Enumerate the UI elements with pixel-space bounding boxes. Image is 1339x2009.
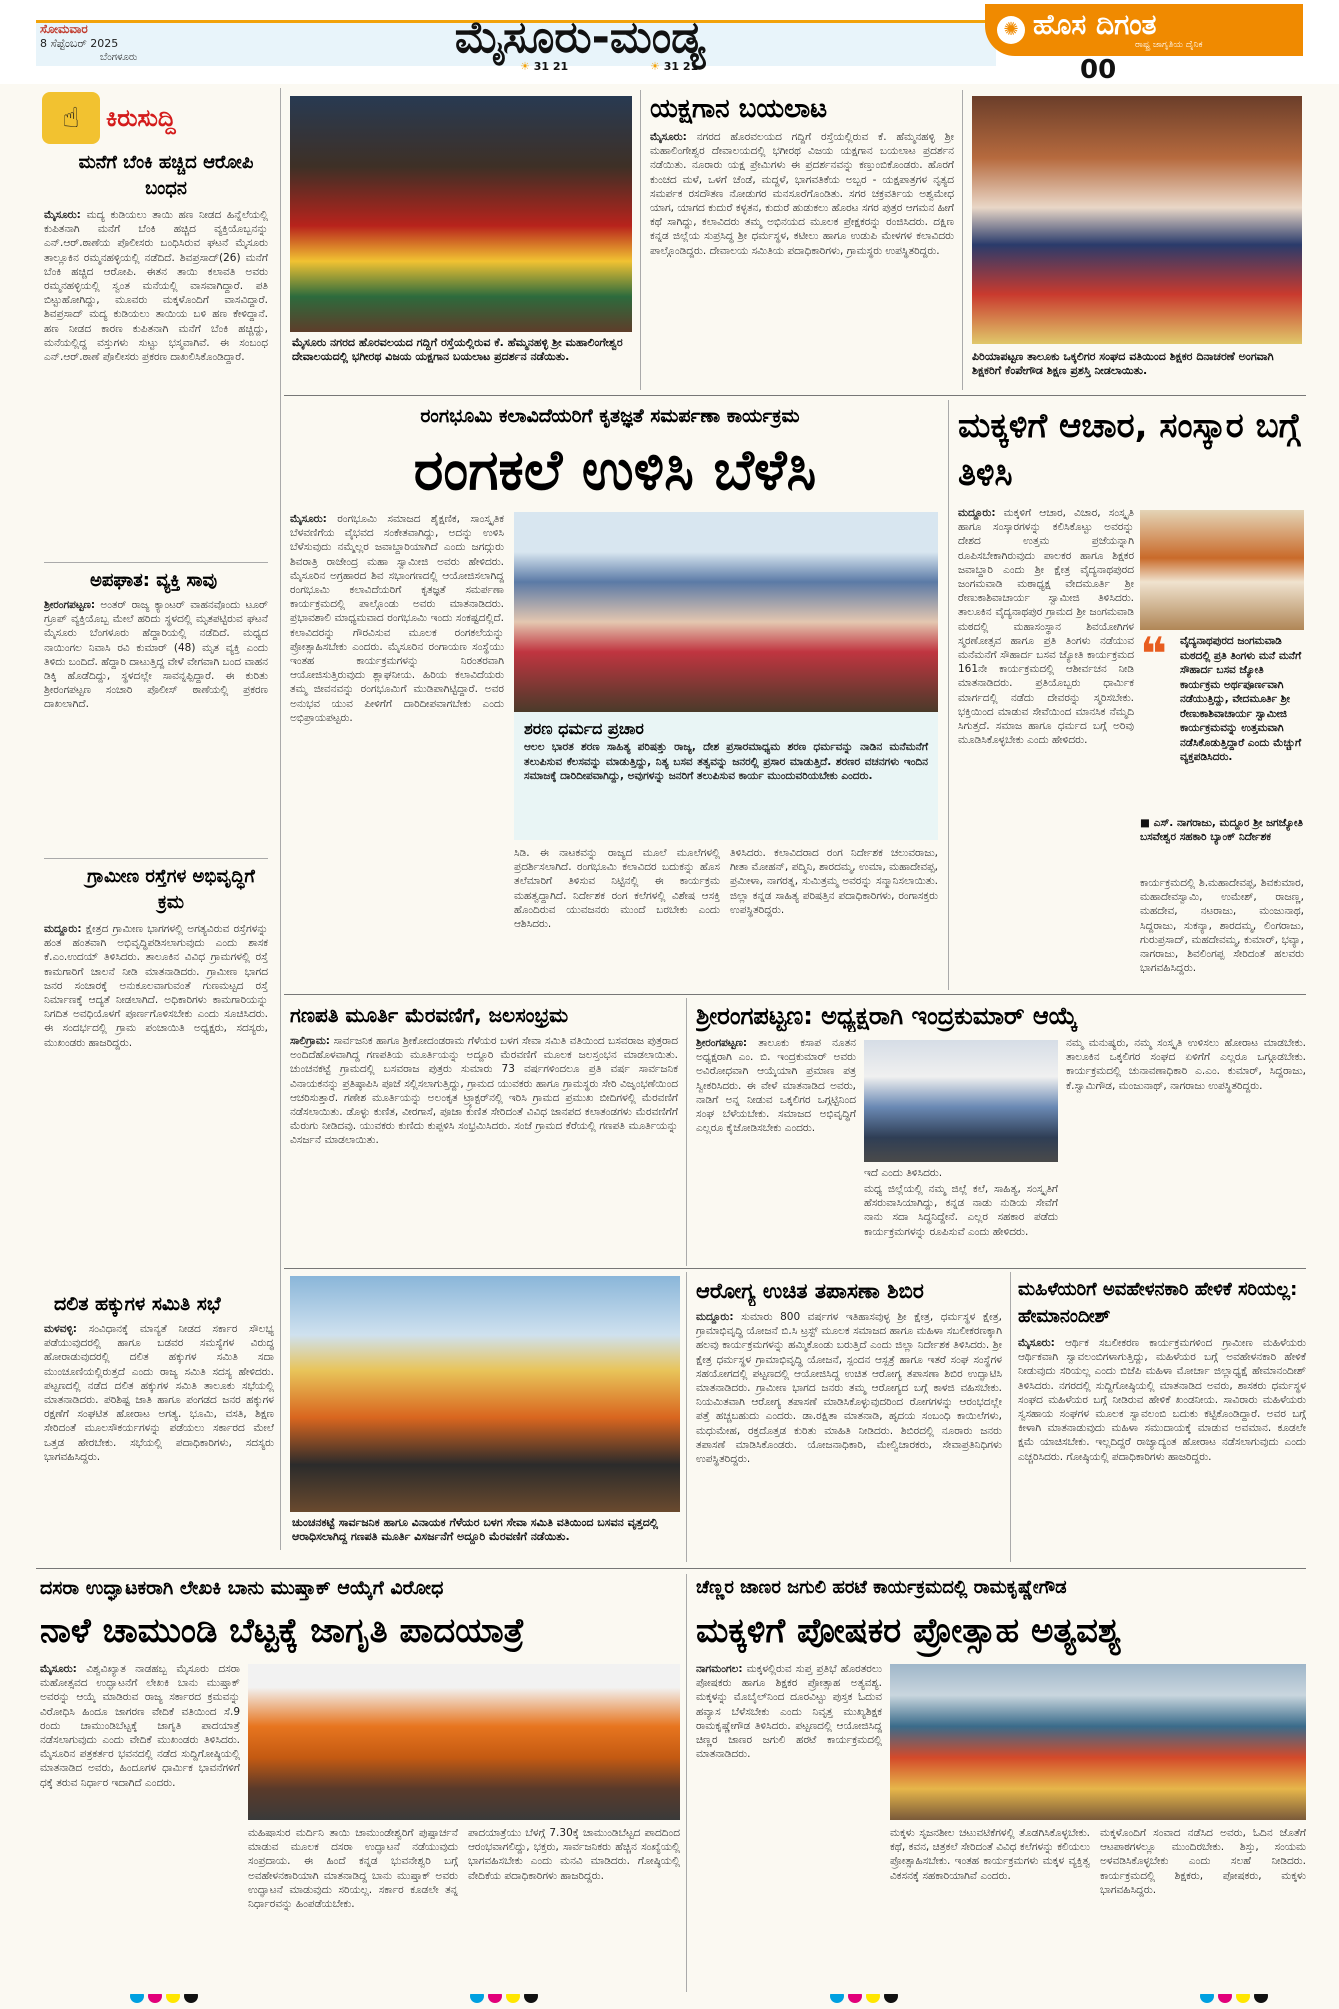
- column-rule: [962, 90, 963, 390]
- poshaka-kicker: ಚೆಣ್ಣರ ಜಾಣರ ಜಗುಲಿ ಹರಟೆ ಕಾರ್ಯಕ್ರಮದಲ್ಲಿ ರಾಮಕೃಷ್ಣೇಗೌಡ: [696, 1577, 1067, 1598]
- makkalige-quote-by: ■ ಎಸ್. ನಾಗರಾಜು, ಮದ್ದೂರ ಶ್ರೀ ಜಗಜ್ಯೋತಿ ಬಸವೇಶ್ವರ ಸಹಕಾರಿ ಬ್ಯಾಂಕ್ ನಿರ್ದೇಶಕ: [1140, 817, 1303, 843]
- story-text: ಅಂತರ್ ರಾಜ್ಯ ಕ್ಯಾಂಟರ್ ವಾಹನವೊಂದು ಟೂರ್ ಗ್ರೂಪ್ ವ್ಯಕ್ತಿಯೊಬ್ಬ ಮೇಲೆ ಹರಿದು ಸ್ಥಳದಲ್ಲಿ ಮೃತಪಟ್ಟಿರುವ ಘಟನೆ ಮೈಸೂರು ಬೆಂಗಳೂರು ಹೆದ್ದಾರಿಯಲ್ಲಿ ನಡೆದಿದೆ. ಮಧ್ಯದ ನಾಯಿಂಗಲ ನಿವಾಸಿ ರವಿ ಕುಮಾರ್ (48) ಮೃತ ವ್ಯಕ್ತಿ ಎಂದು ತಿಳಿದು ಬಂದಿದೆ. ಹೆದ್ದಾರಿ ದಾಟುತ್ತಿದ್ದ ವೇಳೆ ವೇಗವಾಗಿ ಬಂದ ವಾಹನ ಡಿಕ್ಕಿ ಹೊಡೆದಿದ್ದು, ಸ್ಥಳದಲ್ಲೇ ಸಾವನ್ನಪ್ಪಿದ್ದಾರೆ. ಈ ಕುರಿತು ಶ್ರೀರಂಗಪಟ್ಟಣ ಸಂಚಾರಿ ಪೊಲೀಸ್ ಠಾಣೆಯಲ್ಲಿ ಪ್ರಕರಣ ದಾಖಲಾಗಿದೆ.: [44, 599, 268, 711]
- rangakale-kicker: ರಂಗಭೂಮಿ ಕಲಾವಿದೆಯರಿಗೆ ಕೃತಜ್ಞತೆ ಸಮರ್ಪಣಾ ಕಾರ್ಯಕ್ರಮ: [420, 405, 800, 427]
- rangakale-body-bottom-1: ಸಿಡಿ. ಈ ನಾಟಕವನ್ನು ರಾಜ್ಯದ ಮೂಲೆ ಮೂಲೆಗಳಲ್ಲಿ ಪ್ರದರ್ಶಿಸಲಾಗಿದೆ. ರಂಗಭೂಮಿ ಕಲಾವಿದರ ಬದುಕನ್ನು ಹೊಸ ತಲೆಮಾರಿಗೆ ತಿಳಿಸುವ ನಿಟ್ಟಿನಲ್ಲಿ ಈ ಕಾರ್ಯಕ್ರಮ ಮಹತ್ವದ್ದಾಗಿದೆ. ನಿರ್ದೇಶಕ ರಂಗ ಕಲೆಗಳಲ್ಲಿ ವಿಶೇಷ ಆಸಕ್ತಿ ಹೊಂದಿರುವ ಯುವಜನರು ಮುಂದೆ ಬರಬೇಕು ಎಂದು ಆಶಿಸಿದರು.: [514, 847, 720, 931]
- makkalige-headline: ಮಕ್ಕಳಿಗೆ ಆಚಾರ, ಸಂಸ್ಕಾರ ಬಗ್ಗೆ ತಿಳಿಸಿ: [958, 406, 1301, 494]
- ganapati-headline: ಗಣಪತಿ ಮೂರ್ತಿ ಮೆರವಣಿಗೆ, ಜಲಸಂಭ್ರಮ: [290, 1003, 569, 1027]
- ganapati-body: [290, 1034, 678, 1262]
- ganapati-dateline: ಸಾಲಿಗ್ರಾಮ:: [290, 1035, 331, 1047]
- mahileyarige-text: ಆರ್ಥಿಕ ಸಬಲೀಕರಣ ಕಾರ್ಯಕ್ರಮಗಳಿಂದ ಗ್ರಾಮೀಣ ಮಹಿಳೆಯರು ಆರ್ಥಿಕವಾಗಿ ಸ್ವಾವಲಂಬಿಗಳಾಗುತ್ತಿದ್ದು, ಮಹಿಳೆಯರ ಬಗ್ಗೆ ಅವಹೇಳನಕಾರಿ ಹೇಳಿಕೆ ನೀಡುವುದು ಸರಿಯಲ್ಲ ಎಂದು ಬಿಜೆಪಿ ಮಹಿಳಾ ಮೋರ್ಚಾ ಜಿಲ್ಲಾಧ್ಯಕ್ಷೆ ಹೇಮಾನಂದೀಶ್ ತಿಳಿಸಿದರು. ನಗರದಲ್ಲಿ ಸುದ್ದಿಗೋಷ್ಠಿಯಲ್ಲಿ ಮಾತನಾಡಿದ ಅವರು, ಶಾಸಕರು ಧರ್ಮಸ್ಥಳ ಸಂಘದ ಮಹಿಳೆಯರ ಬಗ್ಗೆ ನೀಡಿರುವ ಹೇಳಿಕೆ ಖಂಡನೀಯ. ಸಾವಿರಾರು ಮಹಿಳೆಯರು ಸ್ವಸಹಾಯ ಸಂಘಗಳ ಮೂಲಕ ಸ್ವಾವಲಂಬಿ ಬದುಕು ಕಟ್ಟಿಕೊಂಡಿದ್ದಾರೆ. ಅವರ ಬಗ್ಗೆ ಕೀಳಾಗಿ ಮಾತನಾಡುವುದು ಮಹಿಳಾ ಸಮುದಾಯಕ್ಕೆ ಮಾಡುವ ಅವಮಾನ. ಕೂಡಲೇ ಕ್ಷಮೆ ಯಾಚಿಸಬೇಕು. ಇಲ್ಲದಿದ್ದರೆ ರಾಜ್ಯಾದ್ಯಂತ ಹೋರಾಟ ನಡೆಸಲಾಗುವುದು ಎಂದು ಎಚ್ಚರಿಸಿದರು. ಗೋಷ್ಠಿಯಲ್ಲಿ ಪದಾಧಿಕಾರಿಗಳು ಹಾಜರಿದ್ದರು.: [1018, 1337, 1306, 1463]
- makkalige-body: [958, 506, 1134, 990]
- masthead-date-block: [40, 22, 210, 78]
- poshaka-dateline: ನಾಗಮಂಗಲ:: [696, 1663, 743, 1675]
- ganapati-text: ಸಾರ್ವಜನಿಕ ಹಾಗೂ ಶ್ರೀಕೋದಂಡರಾಮ ಗೆಳೆಯರ ಬಳಗ ಸೇವಾ ಸಮಿತಿ ವತಿಯಿಂದ ಬಸವರಾಜ ಪುತ್ರರಾದ ಅಂದಿದೆಹೊಳವಾಗಿದ್ದ ಗಣಪತಿಯ ಮೂರ್ತಿಯನ್ನು ಅದ್ದೂರಿ ಮೆರವಣಿಗೆ ಮೂಲಕ ಜಲಸ್ತಂಭನ ಮಾಡಲಾಯಿತು. ಚುಂಚನಕಟ್ಟೆ ಗ್ರಾಮದಲ್ಲಿ ಬಸವರಾಜ ಪುತ್ರರು ಸುಮಾರು 73 ವರ್ಷಗಳಿಂದಲೂ ಪ್ರತಿ ವರ್ಷ ಸಾರ್ವಜನಿಕ ವಿನಾಯಕನನ್ನು ಪ್ರತಿಷ್ಠಾಪಿಸಿ ಪೂಜೆ ಸಲ್ಲಿಸಲಾಗುತ್ತಿದ್ದು, ಗ್ರಾಮದ ಯುವಕರು ಹಾಗೂ ಗ್ರಾಮಸ್ಥರು ಸೇರಿ ವಿಜೃಂಭಣೆಯಿಂದ ಆಚರಿಸುತ್ತಾರೆ. ಗಣೇಶ ಮೂರ್ತಿಯನ್ನು ಅಲಂಕೃತ ಟ್ರ್ಯಾಕ್ಟರ್‌ನಲ್ಲಿ ಇರಿಸಿ ಗ್ರಾಮದ ಪ್ರಮುಖ ಬೀದಿಗಳಲ್ಲಿ ಮೆರವಣಿಗೆ ನಡೆಸಲಾಯಿತು. ಡೊಳ್ಳು ಕುಣಿತ, ವೀರಗಾಸೆ, ಪೂಜಾ ಕುಣಿತ ಸೇರಿದಂತೆ ವಿವಿಧ ಜಾನಪದ ಕಲಾತಂಡಗಳು ಮೆರವಣಿಗೆಗೆ ಮೆರುಗು ನೀಡಿದವು. ಯುವಕರು ಕುಣಿದು ಕುಪ್ಪಳಿಸಿ ಸಂಭ್ರಮಿಸಿದರು. ಸಂಜೆ ಗ್ರಾಮದ ಕೆರೆಯಲ್ಲಿ ಗಣಪತಿ ಮೂರ್ತಿಯನ್ನು ವಿಸರ್ಜನೆ ಮಾಡಲಾಯಿತು.: [290, 1035, 678, 1147]
- sun-icon: ☀: [650, 60, 660, 73]
- yakshagana-body: [650, 130, 954, 390]
- page-number: 00: [1080, 56, 1117, 84]
- story-headline: ಗ್ರಾಮೀಣ ರಸ್ತೆಗಳ ಅಭಿವೃದ್ಧಿಗೆ ಕ್ರಮ: [87, 866, 255, 913]
- yakshagana-photo: [290, 96, 632, 332]
- registration-mark: [1236, 1994, 1250, 2003]
- story-text: ಮದ್ಯ ಕುಡಿಯಲು ತಾಯಿ ಹಣ ನೀಡದ ಹಿನ್ನೆಲೆಯಲ್ಲಿ ಕುಪಿತನಾಗಿ ಮನೆಗೆ ಬೆಂಕಿ ಹಚ್ಚಿದ ವ್ಯಕ್ತಿಯೊಬ್ಬನನ್ನು ಎನ್.ಆರ್.ಠಾಣೆಯ ಪೊಲೀಸರು ಬಂಧಿಸಿರುವ ಘಟನೆ ಮೈಸೂರು ತಾಲ್ಲೂಕಿನ ರಮ್ಮನಹಳ್ಳಿಯಲ್ಲಿ ನಡೆದಿದೆ. ಶಿವಪ್ರಸಾದ್(26) ಮನೆಗೆ ಬೆಂಕಿ ಹಚ್ಚಿದ ಆರೋಪಿ. ಈತನ ತಾಯಿ ಕಲಾವತಿ ಅವರು ರಮ್ಮನಹಳ್ಳಿಯಲ್ಲಿ ಸ್ವಂತ ಮನೆಯಲ್ಲಿ ವಾಸವಾಗಿದ್ದಾರೆ. ಪತಿ ಬಿಟ್ಟುಹೋಗಿದ್ದು, ಮೂವರು ಮಕ್ಕಳೊಂದಿಗೆ ವಾಸವಿದ್ದಾರೆ. ಶಿವಪ್ರಸಾದ್ ಮದ್ಯ ಕುಡಿಯಲು ತಾಯಿಯ ಬಳಿ ಹಣ ಕೇಳಿದ್ದಾನೆ. ಹಣ ನೀಡದ ಕಾರಣ ಕುಪಿತನಾಗಿ ಮನೆಗೆ ಬೆಂಕಿ ಹಚ್ಚಿದ್ದು, ಮನೆಯಲ್ಲಿದ್ದ ವಸ್ತುಗಳು ಸುಟ್ಟು ಭಸ್ಮವಾಗಿವೆ. ಈ ಸಂಬಂಧ ಎನ್.ಆರ್.ಠಾಣೆ ಪೊಲೀಸರು ಪ್ರಕರಣ ದಾಖಲಿಸಿಕೊಂಡಿದ್ದಾರೆ.: [44, 209, 268, 364]
- chamundi-body-2: ಮಹಿಷಾಸುರ ಮರ್ದಿನಿ ತಾಯಿ ಚಾಮುಂಡೇಶ್ವರಿಗೆ ಪುಷ್ಪಾರ್ಚನೆ ಮಾಡುವ ಮೂಲಕ ದಸರಾ ಉದ್ಘಾಟನೆ ನಡೆಯುವುದು ಸಂಪ್ರದಾಯ. ಈ ಹಿಂದೆ ಕನ್ನಡ ಭುವನೇಶ್ವರಿ ಬಗ್ಗೆ ಅವಹೇಳನಕಾರಿಯಾಗಿ ಮಾತನಾಡಿದ್ದ ಬಾನು ಮುಷ್ತಾಕ್ ಅವರು ಉದ್ಘಾಟನೆ ಮಾಡುವುದು ಸರಿಯಲ್ಲ. ಸರ್ಕಾರ ಕೂಡಲೇ ತನ್ನ ನಿರ್ಧಾರವನ್ನು ಹಿಂಪಡೆಯಬೇಕು.: [248, 1827, 458, 1911]
- poshaka-photo: [890, 1664, 1306, 1820]
- mahileyarige-dateline: ಮೈಸೂರು:: [1018, 1337, 1055, 1349]
- dalita-dateline: ಮಳವಳ್ಳಿ:: [44, 1323, 78, 1335]
- story-dateline: ಮೈಸೂರು:: [44, 209, 81, 221]
- registration-mark: [848, 1994, 862, 2003]
- sharana-box-text: ಆಲಲ ಭಾರತ ಶರಣ ಸಾಹಿತ್ಯ ಪರಿಷತ್ತು ರಾಜ್ಯ, ದೇಶ ಪ್ರಸಾರಮಾಧ್ಯಮ ಶರಣ ಧರ್ಮವನ್ನು ನಾಡಿನ ಮನೆಮನೆಗೆ ತಲುಪಿಸುವ ಕೆಲಸವನ್ನು ಮಾಡುತ್ತಿದ್ದು, ನಿತ್ಯ ಬಸವ ತತ್ವವನ್ನು ಜನರಲ್ಲಿ ಪ್ರಸಾರ ಮಾಡುತ್ತಿದೆ. ಶರಣರ ವಚನಗಳು ಇಂದಿನ ಸಮಾಜಕ್ಕೆ ದಾರಿದೀಪವಾಗಿದ್ದು, ಅವುಗಳನ್ನು ಜನರಿಗೆ ತಲುಪಿಸುವ ಕಾರ್ಯ ಮುಂದುವರಿಯಬೇಕು ಎಂದರು.: [524, 741, 928, 782]
- story-dateline: ಮದ್ದೂರು:: [44, 923, 82, 935]
- teachers-photo-caption: ಪಿರಿಯಾಪಟ್ಟಣ ತಾಲೂಕು ಒಕ್ಕಲಿಗರ ಸಂಘದ ವತಿಯಿಂದ ಶಿಕ್ಷಕರ ದಿನಾಚರಣೆ ಅಂಗವಾಗಿ ಶಿಕ್ಷಕರಿಗೆ ಕೆಂಪೇಗೌಡ ಶಿಕ್ಷಣ ಪ್ರಶಸ್ತಿ ನೀಡಲಾಯಿತು.: [972, 350, 1274, 377]
- weather-max: 31: [663, 60, 680, 73]
- sun-icon: ☀: [520, 60, 530, 73]
- masthead: [0, 0, 1339, 84]
- registration-mark: [130, 1994, 144, 2003]
- hand-icon: ☝: [42, 92, 100, 144]
- story-body: [44, 922, 268, 1332]
- srirangapatna-headline: ಶ್ರೀರಂಗಪಟ್ಟಣ: ಅಧ್ಯಕ್ಷರಾಗಿ ಇಂದ್ರಕುಮಾರ್ ಆಯ್ಕೆ: [696, 1002, 1078, 1030]
- divider: [44, 562, 268, 563]
- kirusuddi-label: [42, 92, 266, 144]
- registration-mark: [524, 1994, 538, 2003]
- poshaka-body-1: [696, 1662, 882, 1992]
- arogya-headline: ಆರೋಗ್ಯ ಉಚಿತ ತಪಾಸಣಾ ಶಿಬಿರ: [696, 1279, 924, 1303]
- brand-name: ಹೊಸ ದಿಗಂತ: [1033, 8, 1157, 41]
- chamundi-kicker: ದಸರಾ ಉದ್ಘಾಟಕರಾಗಿ ಲೇಖಕಿ ಬಾನು ಮುಷ್ತಾಕ್ ಆಯ್ಕೆಗೆ ವಿರೋಧ: [40, 1577, 444, 1599]
- column-rule: [948, 400, 949, 990]
- teachers-photo: [972, 96, 1302, 344]
- registration-mark: [866, 1994, 880, 2003]
- srirangapatna-body-2: ಮಧ್ಯ ಜಿಲ್ಲೆಯಲ್ಲಿ ನಮ್ಮ ಜಿಲ್ಲೆ ಕಲೆ, ಸಾಹಿತ್ಯ, ಸಂಸ್ಕೃತಿಗೆ ಹೆಸರುವಾಸಿಯಾಗಿದ್ದು, ಕನ್ನಡ ನಾಡು ನುಡಿಯ ಸೇವೆಗೆ ನಾನು ಸದಾ ಸಿದ್ಧನಿದ್ದೇನೆ. ಎಲ್ಲರ ಸಹಕಾರ ಪಡೆದು ಕಾರ್ಯಕ್ರಮಗಳನ್ನು ರೂಪಿಸುವೆ ಎಂದು ಹೇಳಿದರು.: [864, 1183, 1058, 1238]
- registration-mark: [470, 1994, 484, 2003]
- chunchanakatte-caption: ಚುಂಚನಕಟ್ಟೆ ಸಾರ್ವಜನಿಕ ಹಾಗೂ ವಿನಾಯಕ ಗೆಳೆಯರ ಬಳಗ ಸೇವಾ ಸಮಿತಿ ವತಿಯಿಂದ ಬಸವನ ವೃತ್ತದಲ್ಲಿ ಆರಾಧಿಸಲಾಗಿದ್ದ ಗಣಪತಿ ಮೂರ್ತಿ ವಿಸರ್ಜನೆಗೆ ಅದ್ದೂರಿ ಮೆರವಣಿಗೆ ನಡೆಯಿತು.: [292, 1516, 659, 1543]
- makkalige-quote: ವೈದ್ಯನಾಥಪುರದ ಜಂಗಮವಾಡಿ ಮಠದಲ್ಲಿ ಪ್ರತಿ ತಿಂಗಳು ಮನೆ ಮನೆಗೆ ಸೌಹಾರ್ದ ಬಸವ ಜ್ಯೋತಿ ಕಾರ್ಯಕ್ರಮ ಅರ್ಥಪೂರ್ಣವಾಗಿ ನಡೆಯುತ್ತಿದ್ದು, ವೇದಮೂರ್ತಿ ಶ್ರೀ ರೇಣುಕಾಶಿವಾಚಾರ್ಯ ಸ್ವಾಮೀಜಿ ಕಾರ್ಯಕ್ರಮವನ್ನು ಉತ್ತಮವಾಗಿ ನಡೆಸಿಕೊಡುತ್ತಿದ್ದಾರೆ ಎಂದು ಮೆಚ್ಚುಗೆ ವ್ಯಕ್ತಪಡಿಸಿದರು.: [1180, 635, 1302, 763]
- weather-max: 31: [533, 60, 550, 73]
- masthead-edition: ಮೈಸೂರು-ಮಂಡ್ಯ: [454, 12, 706, 63]
- column-rule: [686, 1272, 687, 1562]
- chunchanakatte-photo: [290, 1276, 680, 1512]
- rangakale-text: ರಂಗಭೂಮಿ ಸಮಾಜದ ಶೈಕ್ಷಣಿಕ, ಸಾಂಸ್ಕೃತಿಕ ಬೆಳವಣಿಗೆಯ ವೈಭವದ ಸಂಕೇತವಾಗಿದ್ದು, ಅದನ್ನು ಉಳಿಸಿ ಬೆಳೆಸುವುದು ನಮ್ಮೆಲ್ಲರ ಜವಾಬ್ದಾರಿಯಾಗಿದೆ ಎಂದು ಜಗದ್ಗುರು ಶಿವರಾತ್ರಿ ರಾಜೇಂದ್ರ ಮಹಾ ಸ್ವಾಮೀಜಿ ಅವರು ಹೇಳಿದರು. ಮೈಸೂರಿನ ಅಗ್ರಹಾರದ ಶಿವ ಸಭಾಂಗಣದಲ್ಲಿ ಆಯೋಜಿಸಲಾಗಿದ್ದ ರಂಗಭೂಮಿ ಕಲಾವಿದೆಯರಿಗೆ ಕೃತಜ್ಞತೆ ಸಮರ್ಪಣಾ ಕಾರ್ಯಕ್ರಮದಲ್ಲಿ ಪಾಲ್ಗೊಂಡು ಅವರು ಮಾತನಾಡಿದರು. ಪ್ರಭಾವಶಾಲಿ ಮಾಧ್ಯಮವಾದ ರಂಗಭೂಮಿ ಇಂದು ಸಂಕಷ್ಟದಲ್ಲಿದೆ. ಕಲಾವಿದರನ್ನು ಗೌರವಿಸುವ ಮೂಲಕ ರಂಗಕಲೆಯನ್ನು ಪ್ರೋತ್ಸಾಹಿಸಬೇಕು ಎಂದರು. ಮೈಸೂರಿನ ರಂಗಾಯಣ ಸಂಸ್ಥೆಯು ಇಂತಹ ಕಾರ್ಯಕ್ರಮಗಳನ್ನು ನಿರಂತರವಾಗಿ ಆಯೋಜಿಸುತ್ತಿರುವುದು ಶ್ಲಾಘನೀಯ. ಹಿರಿಯ ಕಲಾವಿದೆಯರು ತಮ್ಮ ಜೀವನವನ್ನು ರಂಗಭೂಮಿಗೆ ಮುಡಿಪಾಗಿಟ್ಟಿದ್ದಾರೆ. ಅವರ ಅನುಭವ ಯುವ ಪೀಳಿಗೆಗೆ ದಾರಿದೀಪವಾಗಬೇಕು ಎಂದು ಅಭಿಪ್ರಾಯಪಟ್ಟರು.: [290, 513, 504, 724]
- weather-min: 21: [682, 60, 699, 73]
- dalita-text: ಸಂವಿಧಾನಕ್ಕೆ ಮಾನ್ಯತೆ ನೀಡದ ಸರ್ಕಾರ ಸೌಲಭ್ಯ ಪಡೆಯುವುದರಲ್ಲಿ ಹಾಗೂ ಬಡವರ ಸಮಸ್ಯೆಗಳ ವಿರುದ್ಧ ಹೋರಾಡುವುದರಲ್ಲಿ ದಲಿತ ಹಕ್ಕುಗಳ ಸಮಿತಿ ಸದಾ ಮುಂಚೂಣಿಯಲ್ಲಿರುತ್ತದೆ ಎಂದು ರಾಜ್ಯ ಸಮಿತಿ ಸದಸ್ಯ ಹೇಳಿದರು. ಪಟ್ಟಣದಲ್ಲಿ ನಡೆದ ದಲಿತ ಹಕ್ಕುಗಳ ಸಮಿತಿ ತಾಲೂಕು ಸಭೆಯಲ್ಲಿ ಮಾತನಾಡಿದರು. ಪರಿಶಿಷ್ಟ ಜಾತಿ ಹಾಗೂ ಪಂಗಡದ ಜನರ ಹಕ್ಕುಗಳ ರಕ್ಷಣೆಗೆ ಸಂಘಟಿತ ಹೋರಾಟ ಅಗತ್ಯ. ಭೂಮಿ, ವಸತಿ, ಶಿಕ್ಷಣ ಸೇರಿದಂತೆ ಮೂಲಸೌಕರ್ಯಗಳನ್ನು ಪಡೆಯಲು ಸರ್ಕಾರದ ಮೇಲೆ ಒತ್ತಡ ಹೇರಬೇಕು. ಸಭೆಯಲ್ಲಿ ಪದಾಧಿಕಾರಿಗಳು, ಸದಸ್ಯರು ಭಾಗವಹಿಸಿದ್ದರು.: [44, 1323, 274, 1463]
- srirangapatna-body-1: [696, 1036, 856, 1262]
- mahileyarige-body: [1018, 1336, 1306, 1560]
- row-rule: [284, 1268, 1306, 1269]
- masthead-day: ಸೋಮವಾರ: [40, 22, 88, 36]
- masthead-date: 8 ಸೆಪ್ಟೆಂಬರ್ 2025: [40, 37, 119, 50]
- rangakale-headline: ರಂಗಕಲೆ ಉಳಿಸಿ ಬೆಳೆಸಿ: [413, 438, 817, 503]
- kirusuddi-title: ಕಿರುಸುದ್ದಿ: [106, 104, 176, 132]
- makkalige-quote-box: [1140, 634, 1304, 814]
- arogya-dateline: ಮದ್ದೂರು:: [696, 1311, 734, 1323]
- makkalige-photo: [1140, 510, 1304, 630]
- column-rule: [280, 88, 281, 1550]
- chamundi-photo: [248, 1664, 680, 1820]
- registration-mark: [1218, 1994, 1232, 2003]
- srirangapatna-text: ತಾಲೂಕು ಕಸಾಪ ನೂತನ ಅಧ್ಯಕ್ಷರಾಗಿ ಎಂ. ಬಿ. ಇಂದ್ರಕುಮಾರ್ ಅವರು ಅವಿರೋಧವಾಗಿ ಆಯ್ಕೆಯಾಗಿ ಪ್ರಮಾಣ ಪತ್ರ ಸ್ವೀಕರಿಸಿದರು. ಈ ವೇಳೆ ಮಾತನಾಡಿದ ಅವರು, ನಾಡಿಗೆ ಅನ್ನ ನೀಡುವ ಒಕ್ಕಲಿಗರ ಒಗ್ಗಟ್ಟಿನಿಂದ ಸಂಘ ಬೆಳೆಯಬೇಕು. ಸಮಾಜದ ಅಭಿವೃದ್ಧಿಗೆ ಎಲ್ಲರೂ ಕೈಜೋಡಿಸಬೇಕು ಎಂದರು.: [696, 1037, 856, 1135]
- story-headline: ಮನೆಗೆ ಬೆಂಕಿ ಹಚ್ಚಿದ ಆರೋಪಿ ಬಂಧನ: [78, 152, 254, 199]
- srirangapatna-photo-caption: ಇದೆ ಎಂದು ತಿಳಿಸಿದರು.: [864, 1167, 943, 1179]
- registration-mark: [830, 1994, 844, 2003]
- brand-tag: ರಾಷ್ಟ್ರ ಜಾಗೃತಿಯ ದೈನಿಕ: [1135, 40, 1203, 50]
- makkalige-body-bottom: ಕಾರ್ಯಕ್ರಮದಲ್ಲಿ ಶಿ.ಮಹಾದೇವಪ್ಪ, ಶಿವಕುಮಾರ, ಮಹಾದೇವಸ್ವಾಮಿ, ಉಮೇಶ್, ರಾಜಣ್ಣ, ಮಹದೇವ, ನಟರಾಜು, ಮಂಜುನಾಥ, ಸಿದ್ದರಾಜು, ಸುಕನ್ಯಾ, ಶಾರದಮ್ಮ, ಲಿಂಗರಾಜು, ಗುರುಪ್ರಸಾದ್, ಮಹದೇವಮ್ಮ, ಕುಮಾರ್, ಭವ್ಯಾ, ನಾಗರಾಜು, ಶಿವಲಿಂಗಪ್ಪ ಸೇರಿದಂತೆ ಹಲವರು ಭಾಗವಹಿಸಿದ್ದರು.: [1140, 877, 1304, 975]
- registration-mark: [148, 1994, 162, 2003]
- yakshagana-dateline: ಮೈಸೂರು:: [650, 131, 687, 143]
- yakshagana-text: ನಗರದ ಹೊರವಲಯದ ಗದ್ದಿಗೆ ರಸ್ತೆಯಲ್ಲಿರುವ ಕೆ. ಹೆಮ್ಮನಹಳ್ಳಿ ಶ್ರೀ ಮಹಾಲಿಂಗೇಶ್ವರ ದೇವಾಲಯದಲ್ಲಿ ಭಗೀರಥ ವಿಜಯ ಯಕ್ಷಗಾನ ಬಯಲಾಟ ಪ್ರದರ್ಶನ ನಡೆಯಿತು. ನೂರಾರು ಯಕ್ಷ ಪ್ರೇಮಿಗಳು ಈ ಪ್ರದರ್ಶನವನ್ನು ಕಣ್ತುಂಬಿಕೊಂಡರು. ಹೊರಗೆ ಕುಂಚದ ಮಳೆ, ಒಳಗೆ ಚೆಂಡೆ, ಮದ್ದಳೆ, ಭಾಗವತಿಕೆಯ ಅಬ್ಬರ - ಯಕ್ಷಪಾತ್ರಗಳ ನೃತ್ಯದ ಸಮರ್ಪಕ ರಸದೌತಣ ನೋಡುಗರ ಮನಸೂರೆಗೊಂಡಿತು. ಸಗರ ಚಕ್ರವರ್ತಿಯ ಅಶ್ವಮೇಧ ಯಾಗ, ಯಾಗದ ಕುದುರೆ ಕಳ್ಳತನ, ಕುದುರೆ ಹುಡುಕಲು ಹೊರಟ ಸಗರ ಪುತ್ರರ ಆಗಮನ ಹೀಗೆ ಕಥೆ ಸಾಗಿದ್ದು, ಕಲಾವಿದರು ತಮ್ಮ ಅಭಿನಯದ ಮೂಲಕ ಪ್ರೇಕ್ಷಕರನ್ನು ರಂಜಿಸಿದರು. ದಕ್ಷಿಣ ಕನ್ನಡ ಜಿಲ್ಲೆಯ ಸುಪ್ರಸಿದ್ಧ ಶ್ರೀ ಧರ್ಮಸ್ಥಳ, ಕಟೀಲು ಹಾಗೂ ಉಡುಪಿ ಮೇಳಗಳ ಕಲಾವಿದರು ಪಾಲ್ಗೊಂಡಿದ್ದರು. ದೇವಾಲಯ ಸಮಿತಿಯ ಪದಾಧಿಕಾರಿಗಳು, ಗ್ರಾಮಸ್ಥರು ಉಪಸ್ಥಿತರಿದ್ದರು.: [650, 131, 954, 257]
- weather-2: [650, 60, 710, 80]
- poshaka-headline: ಮಕ್ಕಳಿಗೆ ಪೋಷಕರ ಪ್ರೋತ್ಸಾಹ ಅತ್ಯವಶ್ಯ: [696, 1611, 1122, 1651]
- registration-mark: [184, 1994, 198, 2003]
- story-dateline: ಶ್ರೀರಂಗಪಟ್ಟಣ:: [44, 599, 96, 611]
- rangakale-dateline: ಮೈಸೂರು:: [290, 513, 327, 525]
- dalita-body: [44, 1322, 274, 1552]
- rangakale-photo: [514, 512, 938, 712]
- arogya-body: [696, 1310, 1002, 1560]
- quote-icon: ❝: [1140, 634, 1167, 674]
- registration-mark: [884, 1994, 898, 2003]
- divider: [44, 858, 268, 859]
- story-text: ಕ್ಷೇತ್ರದ ಗ್ರಾಮೀಣ ಭಾಗಗಳಲ್ಲಿ ಅಗತ್ಯವಿರುವ ರಸ್ತೆಗಳನ್ನು ಹಂತ ಹಂತವಾಗಿ ಅಭಿವೃದ್ಧಿಪಡಿಸಲಾಗುವುದು ಎಂದು ಶಾಸಕ ಕೆ.ಎಂ.ಉದಯ್ ತಿಳಿಸಿದರು. ತಾಲೂಕಿನ ವಿವಿಧ ಗ್ರಾಮಗಳಲ್ಲಿ ರಸ್ತೆ ಕಾಮಗಾರಿಗೆ ಚಾಲನೆ ನೀಡಿ ಮಾತನಾಡಿದರು. ಗ್ರಾಮೀಣ ಭಾಗದ ಜನರ ಸಂಚಾರಕ್ಕೆ ಅನುಕೂಲವಾಗುವಂತೆ ಗುಣಮಟ್ಟದ ರಸ್ತೆ ನಿರ್ಮಾಣಕ್ಕೆ ಆದ್ಯತೆ ನೀಡಲಾಗಿದೆ. ಅಧಿಕಾರಿಗಳು ಕಾಮಗಾರಿಯನ್ನು ನಿಗದಿತ ಅವಧಿಯೊಳಗೆ ಪೂರ್ಣಗೊಳಿಸಬೇಕು ಎಂದು ಸೂಚಿಸಿದರು. ಈ ಸಂದರ್ಭದಲ್ಲಿ ಗ್ರಾಮ ಪಂಚಾಯಿತಿ ಅಧ್ಯಕ್ಷರು, ಸದಸ್ಯರು, ಮುಖಂಡರು ಹಾಜರಿದ್ದರು.: [44, 923, 268, 1049]
- rangakale-body-left: [290, 512, 504, 988]
- registration-mark: [1200, 1994, 1214, 2003]
- yakshagana-photo-caption: ಮೈಸೂರು ನಗರದ ಹೊರವಲಯದ ಗದ್ದಿಗೆ ರಸ್ತೆಯಲ್ಲಿರುವ ಕೆ. ಹೆಮ್ಮನಹಳ್ಳಿ ಶ್ರೀ ಮಹಾಲಿಂಗೇಶ್ವರ ದೇವಾಲಯದಲ್ಲಿ ಭಗೀರಥ ವಿಜಯ ಯಕ್ಷಗಾನ ಬಯಲಾಟ ಪ್ರದರ್ಶನ ನಡೆಯಿತು.: [292, 336, 623, 363]
- srirangapatna-photo: [864, 1040, 1058, 1162]
- column-rule: [1010, 1272, 1011, 1562]
- mahileyarige-headline: ಮಹಿಳೆಯರಿಗೆ ಅವಹೇಳನಕಾರಿ ಹೇಳಿಕೆ ಸರಿಯಲ್ಲ: ಹೇಮಾನಂದೀಶ್: [1018, 1279, 1298, 1327]
- chamundi-body-1: [40, 1662, 240, 1992]
- makkalige-text: ಮಕ್ಕಳಿಗೆ ಆಚಾರ, ವಿಚಾರ, ಸಂಸ್ಕೃತಿ ಹಾಗೂ ಸಂಸ್ಕಾರಗಳನ್ನು ಕಲಿಸಿಕೊಟ್ಟು ಅವರನ್ನು ದೇಶದ ಉತ್ತಮ ಪ್ರಜೆಯನ್ನಾಗಿ ರೂಪಿಸಬೇಕಾಗಿರುವುದು ಪಾಲಕರ ಹಾಗೂ ಶಿಕ್ಷಕರ ಜವಾಬ್ದಾರಿ ಎಂದು ಶ್ರೀ ಕ್ಷೇತ್ರ ವೈದ್ಯನಾಥಪುರದ ಜಂಗಮವಾಡಿ ಮಠಾಧ್ಯಕ್ಷ ವೇದಮೂರ್ತಿ ಶ್ರೀ ರೇಣುಕಾಶಿವಾಚಾರ್ಯ ಸ್ವಾಮೀಜಿ ತಿಳಿಸಿದರು. ತಾಲೂಕಿನ ವೈದ್ಯನಾಥಪುರ ಗ್ರಾಮದ ಶ್ರೀ ಜಂಗಮವಾಡಿ ಮಠದಲ್ಲಿ ಮಹಾಸಂಸ್ಥಾನ ಶಿವಯೋಗಿಗಳ ಸ್ಮರಣೋತ್ಸವ ಹಾಗೂ ಪ್ರತಿ ತಿಂಗಳು ನಡೆಯುವ ಮನೆಮನೆಗೆ ಸೌಹಾರ್ದ ಬಸವ ಜ್ಯೋತಿ ಕಾರ್ಯಕ್ರಮದ 161ನೇ ಕಾರ್ಯಕ್ರಮದಲ್ಲಿ ಆಶೀರ್ವಚನ ನೀಡಿ ಮಾತನಾಡಿದರು. ಪ್ರತಿಯೊಬ್ಬರು ಧಾರ್ಮಿಕ ಮಾರ್ಗದಲ್ಲಿ ನಡೆದು ದೇವರನ್ನು ಸ್ಮರಿಸಬೇಕು. ಭಕ್ತಿಯಿಂದ ಮಾಡುವ ಸೇವೆಯಿಂದ ಮಾನಸಿಕ ನೆಮ್ಮದಿ ಸಿಗುತ್ತದೆ. ಸಮಾಜ ಹಾಗೂ ಧರ್ಮದ ಬಗ್ಗೆ ಅರಿವು ಮೂಡಿಸಿಕೊಳ್ಳಬೇಕು ಎಂದು ಹೇಳಿದರು.: [958, 507, 1134, 747]
- sharana-box-title: ಶರಣ ಧರ್ಮದ ಪ್ರಚಾರ: [524, 719, 644, 738]
- registration-mark: [506, 1994, 520, 2003]
- story-headline: ಅಪಘಾತ: ವ್ಯಕ್ತಿ ಸಾವು: [90, 570, 218, 591]
- print-color-bar: [0, 1994, 1339, 2009]
- makkalige-dateline: ಮದ್ದೂರು:: [958, 507, 996, 519]
- chamundi-text: ವಿಶ್ವವಿಖ್ಯಾತ ನಾಡಹಬ್ಬ ಮೈಸೂರು ದಸರಾ ಮಹೋತ್ಸವದ ಉದ್ಘಾಟನೆಗೆ ಲೇಖಕಿ ಬಾನು ಮುಷ್ತಾಕ್ ಅವರನ್ನು ಆಯ್ಕೆ ಮಾಡಿರುವ ರಾಜ್ಯ ಸರ್ಕಾರದ ಕ್ರಮವನ್ನು ವಿರೋಧಿಸಿ ಹಿಂದೂ ಜಾಗರಣ ವೇದಿಕೆ ವತಿಯಿಂದ ಸೆ.9 ರಂದು ಚಾಮುಂಡಿಬೆಟ್ಟಕ್ಕೆ ಜಾಗೃತಿ ಪಾದಯಾತ್ರೆ ನಡೆಸಲಾಗುವುದು ಎಂದು ವೇದಿಕೆ ಮುಖಂಡರು ತಿಳಿಸಿದರು. ಮೈಸೂರಿನ ಪತ್ರಕರ್ತರ ಭವನದಲ್ಲಿ ನಡೆದ ಸುದ್ದಿಗೋಷ್ಠಿಯಲ್ಲಿ ಮಾತನಾಡಿದ ಅವರು, ಹಿಂದೂಗಳ ಧಾರ್ಮಿಕ ಭಾವನೆಗಳಿಗೆ ಧಕ್ಕೆ ತರುವ ನಿರ್ಧಾರ ಇದಾಗಿದೆ ಎಂದರು.: [40, 1663, 240, 1789]
- row-rule: [36, 1568, 1306, 1569]
- chamundi-headline: ನಾಳೆ ಚಾಮುಂಡಿ ಬೆಟ್ಟಕ್ಕೆ ಜಾಗೃತಿ ಪಾದಯಾತ್ರೆ: [40, 1611, 525, 1651]
- masthead-city: ಬೆಂಗಳೂರು: [100, 52, 138, 63]
- row-rule: [284, 994, 1306, 995]
- column-rule: [686, 998, 687, 1266]
- arogya-text: ಸುಮಾರು 800 ವರ್ಷಗಳ ಇತಿಹಾಸವುಳ್ಳ ಶ್ರೀ ಕ್ಷೇತ್ರ, ಧರ್ಮಸ್ಥಳ ಕ್ಷೇತ್ರ, ಗ್ರಾಮಾಭಿವೃದ್ಧಿ ಯೋಜನೆ ಬಿ.ಸಿ ಟ್ರಸ್ಟ್ ಮೂಲಕ ಸಮಾಜದ ಹಾಗೂ ಮಹಿಳಾ ಸಬಲೀಕರಣಕ್ಕಾಗಿ ಹಲವು ಕಾರ್ಯಕ್ರಮಗಳನ್ನು ಹಮ್ಮಿಕೊಂಡು ಬರುತ್ತಿದೆ ಎಂದು ಜಿಲ್ಲಾ ನಿರ್ದೇಶಕ ತಿಳಿಸಿದರು. ಶ್ರೀ ಕ್ಷೇತ್ರ ಧರ್ಮಸ್ಥಳ ಗ್ರಾಮಾಭಿವೃದ್ಧಿ ಯೋಜನೆ, ಸ್ಪಂದನ ಆಸ್ಪತ್ರೆ ಹಾಗೂ ಇತರೆ ಸಂಘ ಸಂಸ್ಥೆಗಳ ಸಹಯೋಗದಲ್ಲಿ ಪಟ್ಟಣದಲ್ಲಿ ಆಯೋಜಿಸಿದ್ದ ಉಚಿತ ಆರೋಗ್ಯ ತಪಾಸಣಾ ಶಿಬಿರ ಉದ್ಘಾಟಿಸಿ ಮಾತನಾಡಿದರು. ಗ್ರಾಮೀಣ ಭಾಗದ ಜನರು ತಮ್ಮ ಆರೋಗ್ಯದ ಬಗ್ಗೆ ಕಾಳಜಿ ವಹಿಸಬೇಕು. ನಿಯಮಿತವಾಗಿ ಆರೋಗ್ಯ ತಪಾಸಣೆ ಮಾಡಿಸಿಕೊಳ್ಳುವುದರಿಂದ ರೋಗಗಳನ್ನು ಆರಂಭದಲ್ಲೇ ಪತ್ತೆ ಹಚ್ಚಬಹುದು ಎಂದರು. ಡಾ.ರಕ್ಷಿತಾ ಮಾತನಾಡಿ, ಹೃದಯ ಸಂಬಂಧಿ ಕಾಯಿಲೆಗಳು, ಮಧುಮೇಹ, ರಕ್ತದೊತ್ತಡ ಕುರಿತು ಮಾಹಿತಿ ನೀಡಿದರು. ಶಿಬಿರದಲ್ಲಿ ನೂರಾರು ಜನರು ತಪಾಸಣೆ ಮಾಡಿಸಿಕೊಂಡರು. ಯೋಜನಾಧಿಕಾರಿ, ಮೇಲ್ವಿಚಾರಕರು, ಸೇವಾಪ್ರತಿನಿಧಿಗಳು ಉಪಸ್ಥಿತರಿದ್ದರು.: [696, 1311, 1002, 1466]
- yakshagana-headline: ಯಕ್ಷಗಾನ ಬಯಲಾಟ: [650, 94, 828, 124]
- srirangapatna-dateline: ಶ್ರೀರಂಗಪಟ್ಟಣ:: [696, 1037, 748, 1049]
- brand-block: [985, 4, 1303, 56]
- column-rule: [640, 90, 641, 390]
- story-body: [44, 208, 268, 530]
- lamp-icon: ✺: [997, 16, 1025, 44]
- row-rule: [284, 395, 1306, 396]
- poshaka-body-2: ಮಕ್ಕಳು ಸೃಜನಶೀಲ ಚಟುವಟಿಕೆಗಳಲ್ಲಿ ತೊಡಗಿಸಿಕೊಳ್ಳಬೇಕು. ಕಥೆ, ಕವನ, ಚಿತ್ರಕಲೆ ಸೇರಿದಂತೆ ವಿವಿಧ ಕಲೆಗಳನ್ನು ಕಲಿಯಲು ಪ್ರೋತ್ಸಾಹಿಸಬೇಕು. ಇಂತಹ ಕಾರ್ಯಕ್ರಮಗಳು ಮಕ್ಕಳ ವ್ಯಕ್ತಿತ್ವ ವಿಕಸನಕ್ಕೆ ಸಹಕಾರಿಯಾಗಿವೆ ಎಂದರು.: [890, 1827, 1090, 1882]
- chamundi-body-3: ಪಾದಯಾತ್ರೆಯು ಬೆಳಗ್ಗೆ 7.30ಕ್ಕೆ ಚಾಮುಂಡಿಬೆಟ್ಟದ ಪಾದದಿಂದ ಆರಂಭವಾಗಲಿದ್ದು, ಭಕ್ತರು, ಸಾರ್ವಜನಿಕರು ಹೆಚ್ಚಿನ ಸಂಖ್ಯೆಯಲ್ಲಿ ಭಾಗವಹಿಸಬೇಕು ಎಂದು ಮನವಿ ಮಾಡಿದರು. ಗೋಷ್ಠಿಯಲ್ಲಿ ವೇದಿಕೆಯ ಪದಾಧಿಕಾರಿಗಳು ಹಾಜರಿದ್ದರು.: [468, 1827, 680, 1882]
- registration-mark: [166, 1994, 180, 2003]
- poshaka-text: ಮಕ್ಕಳಲ್ಲಿರುವ ಸುಪ್ತ ಪ್ರತಿಭೆ ಹೊರತರಲು ಪೋಷಕರು ಹಾಗೂ ಶಿಕ್ಷಕರ ಪ್ರೋತ್ಸಾಹ ಅತ್ಯವಶ್ಯ. ಮಕ್ಕಳನ್ನು ಮೊಬೈಲ್‌ನಿಂದ ದೂರವಿಟ್ಟು ಪುಸ್ತಕ ಓದುವ ಹವ್ಯಾಸ ಬೆಳೆಸಬೇಕು ಎಂದು ನಿವೃತ್ತ ಮುಖ್ಯಶಿಕ್ಷಕ ರಾಮಕೃಷ್ಣೇಗೌಡ ತಿಳಿಸಿದರು. ಪಟ್ಟಣದಲ್ಲಿ ಆಯೋಜಿಸಿದ್ದ ಚಿಣ್ಣರ ಜಾಣರ ಜಗುಲಿ ಹರಟೆ ಕಾರ್ಯಕ್ರಮದಲ್ಲಿ ಮಾತನಾಡಿದರು.: [696, 1663, 882, 1761]
- registration-mark: [488, 1994, 502, 2003]
- chamundi-dateline: ಮೈಸೂರು:: [40, 1663, 77, 1675]
- weather-min: 21: [552, 60, 569, 73]
- srirangapatna-body-3: ನಮ್ಮ ಮನುಷ್ಯರು, ನಮ್ಮ ಸಂಸ್ಕೃತಿ ಉಳಿಸಲು ಹೋರಾಟ ಮಾಡಬೇಕು. ತಾಲೂಕಿನ ಒಕ್ಕಲಿಗರ ಸಂಘದ ಏಳಿಗೆಗೆ ಎಲ್ಲರೂ ಒಗ್ಗೂಡಬೇಕು. ಕಾರ್ಯಕ್ರಮದಲ್ಲಿ ಚುನಾವಣಾಧಿಕಾರಿ ಎ.ಎಂ. ಕುಮಾರ್, ಸಿದ್ದರಾಜು, ಕೆ.ಸ್ವಾಮಿಗೌಡ, ಮಂಜುನಾಥ್, ನಾಗರಾಜು ಉಪಸ್ಥಿತರಿದ್ದರು.: [1066, 1037, 1306, 1092]
- weather-1: [520, 60, 580, 80]
- rangakale-body-bottom-2: ತಿಳಿಸಿದರು. ಕಲಾವಿದರಾದ ರಂಗ ನಿರ್ದೇಶಕ ಚಲುವರಾಜು, ಗೀತಾ ಮೋಹನ್, ಪದ್ಮಿನಿ, ಶಾರದಮ್ಮ, ಉಮಾ, ಮಹಾದೇವಪ್ಪ, ಪ್ರಮೀಳಾ, ನಾಗರತ್ನ, ಸುಮಿತ್ರಮ್ಮ ಅವರನ್ನು ಸನ್ಮಾನಿಸಲಾಯಿತು. ಜಿಲ್ಲಾ ಕನ್ನಡ ಸಾಹಿತ್ಯ ಪರಿಷತ್ತಿನ ಪದಾಧಿಕಾರಿಗಳು, ರಂಗಾಸಕ್ತರು ಉಪಸ್ಥಿತರಿದ್ದರು.: [730, 847, 938, 916]
- column-rule: [686, 1574, 687, 1992]
- sharana-box: [514, 712, 938, 840]
- poshaka-body-3: ಮಕ್ಕಳೊಂದಿಗೆ ಸಂವಾದ ನಡೆಸಿದ ಅವರು, ಓದಿನ ಜೊತೆಗೆ ಆಟಪಾಠಗಳಲ್ಲೂ ಮುಂದಿರಬೇಕು. ಶಿಸ್ತು, ಸಂಯಮ ಅಳವಡಿಸಿಕೊಳ್ಳಬೇಕು ಎಂದು ಸಲಹೆ ನೀಡಿದರು. ಕಾರ್ಯಕ್ರಮದಲ್ಲಿ ಶಿಕ್ಷಕರು, ಪೋಷಕರು, ಮಕ್ಕಳು ಭಾಗವಹಿಸಿದ್ದರು.: [1100, 1827, 1306, 1896]
- registration-mark: [1254, 1994, 1268, 2003]
- dalita-headline: ದಲಿತ ಹಕ್ಕುಗಳ ಸಮಿತಿ ಸಭೆ: [54, 1293, 221, 1315]
